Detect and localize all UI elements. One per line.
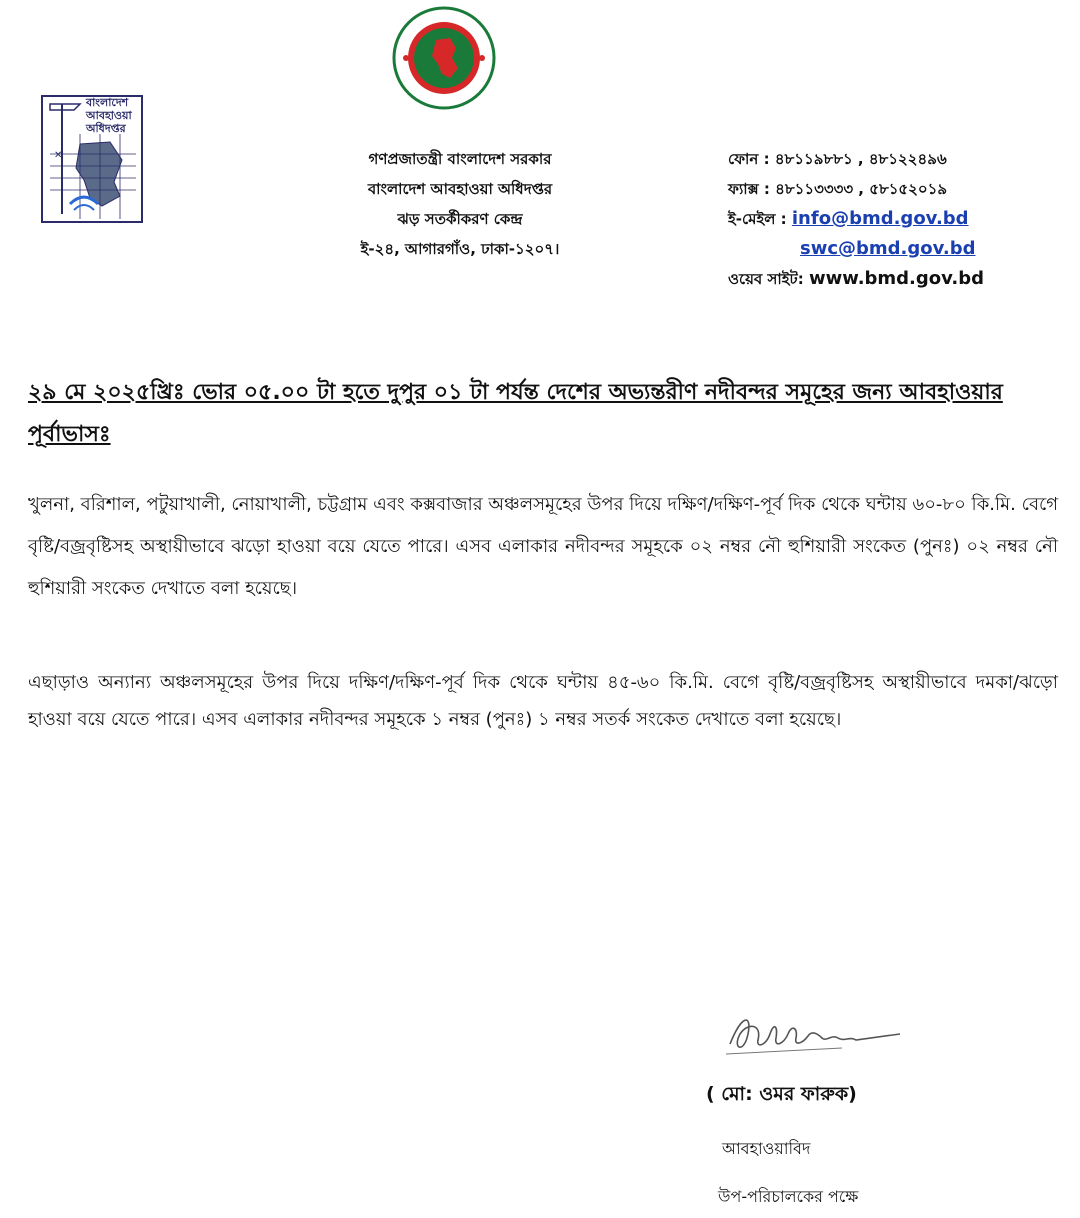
contact-info [728, 144, 1068, 294]
bmd-logo [40, 94, 150, 224]
org-line-address: ই-২৪, আগারগাঁও, ঢাকা-১২০৭। [360, 240, 560, 258]
logo-caption [86, 96, 132, 135]
signatory-designation: আবহাওয়াবিদ [722, 1139, 811, 1158]
svg-text:✕: ✕ [54, 150, 63, 161]
website-value: www.bmd.gov.bd [808, 268, 985, 289]
org-line-government: গণপ্রজাতন্ত্রী বাংলাদেশ সরকার [368, 150, 552, 168]
org-line-department: বাংলাদেশ আবহাওয়া অধিদপ্তর [367, 180, 553, 198]
org-line-center: ঝড় সতর্কীকরণ কেন্দ্র [397, 210, 523, 228]
signatory-name: ( মো: ওমর ফারুক) [706, 1083, 857, 1105]
forecast-paragraph-other-regions: এছাড়াও অন্যান্য অঞ্চলসমূহের উপর দিয়ে দক্ষিণ/দক্ষিণ-পূর্ব দিক থেকে ঘন্টায় ৪৫-৬০ কি.মি. বেগে বৃষ্টি/বজ্রবৃষ্টিসহ অস্থায়ীভাবে দমকা/ঝড়ো হাওয়া বয়ে যেতে পারে। এসব এলাকার নদীবন্দর সমূহকে ১ নম্বর (পুনঃ) ১ নম্বর সতর্ক সংকেত দেখাতে বলা হয়েছে। [28, 672, 1058, 730]
phone-value: ৪৮১১৯৮৮১ , ৪৮১২২৪৯৬ [774, 150, 947, 168]
fax-row [728, 174, 1068, 204]
signatory-on-behalf: উপ-পরিচালকের পক্ষে [718, 1187, 859, 1206]
organization-address [300, 144, 620, 264]
fax-value: ৪৮১১৩৩৩৩ , ৫৮১৫২০১৯ [775, 180, 948, 198]
fax-label: ফ্যাক্স : [728, 180, 770, 198]
handwritten-signature [722, 1004, 902, 1064]
government-seal-logo [392, 6, 496, 110]
website-row [728, 264, 1068, 294]
phone-label: ফোন : [728, 150, 770, 168]
email-link-swc[interactable]: swc@bmd.gov.bd [800, 238, 976, 259]
forecast-paragraph-coastal: খুলনা, বরিশাল, পটুয়াখালী, নোয়াখালী, চট্টগ্রাম এবং কক্সবাজার অঞ্চলসমূহের উপর দিয়ে দক্ষিণ/দক্ষিণ-পূর্ব দিক থেকে ঘন্টায় ৬০-৮০ কি.মি. বেগে বৃষ্টি/বজ্রবৃষ্টিসহ অস্থায়ীভাবে ঝড়ো হাওয়া বয়ে যেতে পারে। এসব এলাকার নদীবন্দর সমূহকে ০২ নম্বর নৌ হুশিয়ারী সংকেত (পুনঃ) ০২ নম্বর নৌ হুশিয়ারী সংকেত দেখাতে বলা হয়েছে। [28, 494, 1058, 599]
email-row-2 [728, 234, 1068, 264]
phone-row [728, 144, 1068, 174]
email-label: ই-মেইল : [728, 210, 787, 228]
forecast-title: ২৯ মে ২০২৫খ্রিঃ ভোর ০৫.০০ টা হতে দুপুর ০১ টা পর্যন্ত দেশের অভ্যন্তরীণ নদীবন্দর সমূহের জন্য আবহাওয়ার পূর্বাভাসঃ [28, 380, 1003, 447]
email-row [728, 204, 1068, 234]
logo-line-1: বাংলাদেশ [86, 96, 129, 109]
website-label: ওয়েব সাইট: [728, 270, 804, 288]
email-link-info[interactable]: info@bmd.gov.bd [791, 208, 969, 229]
logo-line-3: অধিদপ্তর [86, 122, 126, 135]
logo-line-2: আবহাওয়া [86, 109, 132, 122]
